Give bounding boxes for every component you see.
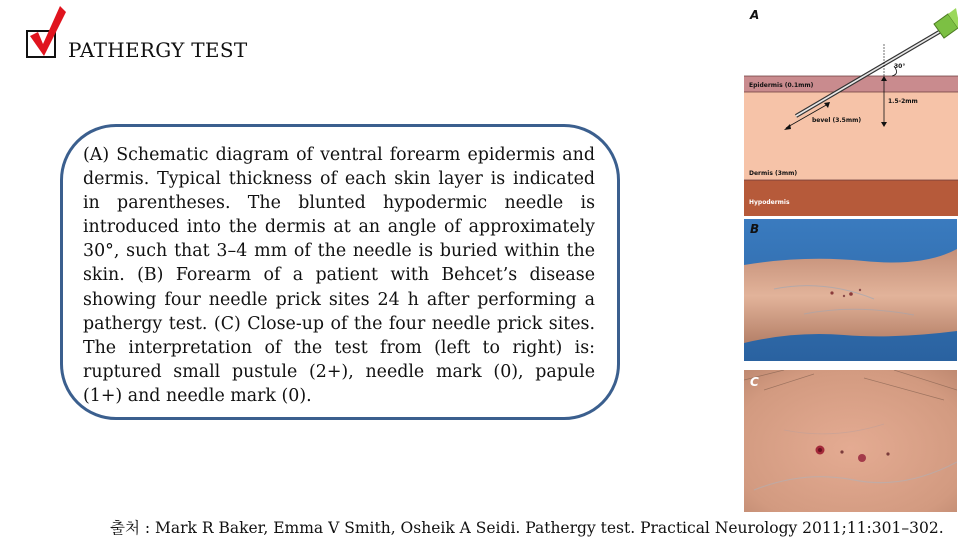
hypodermis-layer bbox=[744, 180, 958, 216]
prick-site bbox=[830, 291, 833, 294]
title-row bbox=[26, 6, 326, 66]
bevel-label: bevel (3.5mm) bbox=[812, 117, 862, 124]
slide-title: PATHERGY TEST bbox=[68, 38, 248, 62]
hypodermis-label: Hypodermis bbox=[749, 199, 790, 206]
figure-a-schematic bbox=[744, 4, 958, 216]
prick-site bbox=[859, 289, 861, 291]
epidermis-label: Epidermis (0.1mm) bbox=[749, 82, 814, 89]
prick-site bbox=[849, 292, 853, 296]
caption-text: (A) Schematic diagram of ventral forearm epidermis and dermis. Typical thickness of each skin layer is indicated in parentheses. The blunted hypodermic needle is introduced into the dermis at an angle of approximately 30°, such that 3–4 mm of the needle is buried within the skin. (B) Forearm of a patient with Behcet’s disease showing four needle prick sites 24 h after performing a pathergy test. (C) Close-up of the four needle prick sites. The interpretation of the test from (left to right) is: ruptured small pustule (2+), needle mark (0), papule (1+) and needle mark (0). bbox=[83, 145, 595, 406]
panel-a-letter: A bbox=[750, 8, 760, 22]
prick-site bbox=[840, 450, 843, 453]
panel-c-letter: C bbox=[750, 375, 759, 389]
figure-c-closeup-photo bbox=[744, 370, 957, 512]
depth-label: 1.5-2mm bbox=[888, 98, 918, 105]
dermis-layer bbox=[744, 92, 958, 180]
figure-b-forearm-photo bbox=[744, 219, 957, 361]
dermis-label: Dermis (3mm) bbox=[749, 170, 798, 177]
prick-site bbox=[886, 452, 889, 455]
checkmark-icon bbox=[26, 6, 70, 62]
panel-b-letter: B bbox=[750, 222, 760, 236]
prick-site bbox=[843, 295, 845, 297]
source-citation: 출처 : Mark R Baker, Emma V Smith, Osheik A Seidi. Pathergy test. Practical Neurology 2011;11:301–302. bbox=[110, 519, 944, 537]
caption-box bbox=[60, 124, 620, 420]
angle-label: 30° bbox=[894, 63, 906, 70]
prick-site bbox=[858, 454, 866, 462]
